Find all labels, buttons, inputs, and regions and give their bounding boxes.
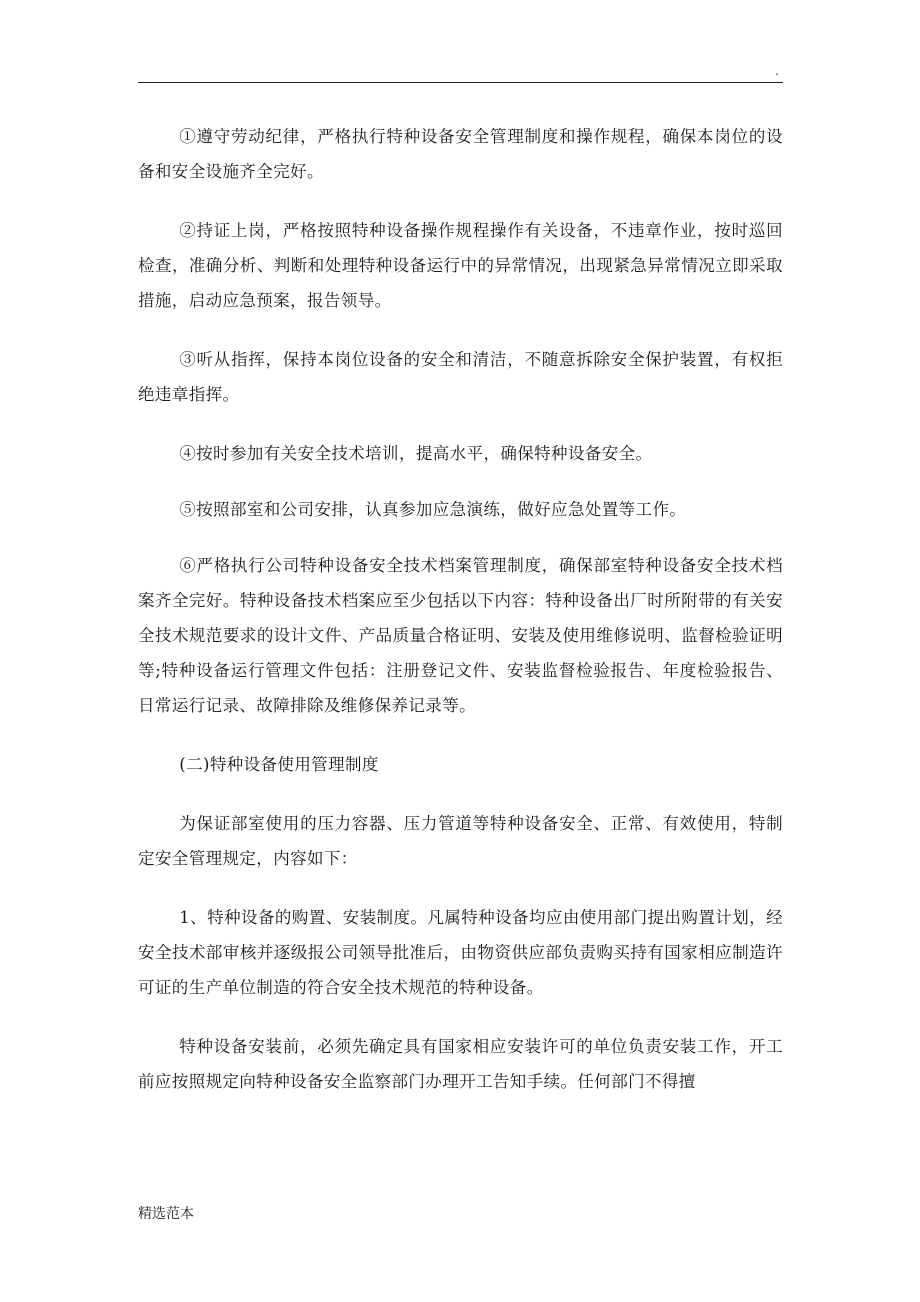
section-heading: (二)特种设备使用管理制度 [179,755,379,774]
paragraph-installation: 特种设备安装前，必须先确定具有国家相应安装许可的单位负责安装工作，开工前应按照规定向特种设备安全监察部门办理开工告知手续。任何部门不得擅 [138,1037,783,1091]
footer-label: 精选范本 [138,1206,194,1222]
paragraph-duty-4: ④按时参加有关安全技术培训，提高水平，确保特种设备安全。 [179,444,653,463]
paragraph-duty-2: ②持证上岗，严格按照特种设备操作规程操作有关设备，不违章作业，按时巡回检查，准确分析、判断和处理特种设备运行中的异常情况，出现紧急异常情况立即采取措施，启动应急预案，报告领导。 [138,221,783,310]
paragraph-duty-3: ③听从指挥，保持本岗位设备的安全和清洁，不随意拆除安全保护装置，有权拒绝违章指挥。 [138,350,783,404]
paragraph-duty-1: ①遵守劳动纪律，严格执行特种设备安全管理制度和操作规程，确保本岗位的设备和安全设施齐全完好。 [138,127,783,181]
paragraph-duty-5: ⑤按照部室和公司安排，认真参加应急演练，做好应急处置等工作。 [179,500,687,519]
paragraph-intro: 为保证部室使用的压力容器、压力管道等特种设备安全、正常、有效使用，特制定安全管理规定，内容如下： [138,814,783,868]
paragraph-duty-6: ⑥严格执行公司特种设备安全技术档案管理制度，确保部室特种设备安全技术档案齐全完好。特种设备技术档案应至少包括以下内容：特种设备出厂时所附带的有关安全技术规范要求的设计文件、产品质量合格证明、安装及使用维修说明、监督检验证明等;特种设备运行管理文件包括：注册登记文件、安装监督检验报告、年度检验报告、日常运行记录、故障排除及维修保养记录等。 [138,556,783,715]
header-rule [138,82,783,83]
paragraph-purchase-rule: 1、特种设备的购置、安装制度。凡属特种设备均应由使用部门提出购置计划，经安全技术部审核并逐级报公司领导批准后，由物资供应部负责购买持有国家相应制造许可证的生产单位制造的符合安全技术规范的特种设备。 [138,908,783,997]
document-body [138,119,783,1099]
header-mark: . [775,64,779,78]
